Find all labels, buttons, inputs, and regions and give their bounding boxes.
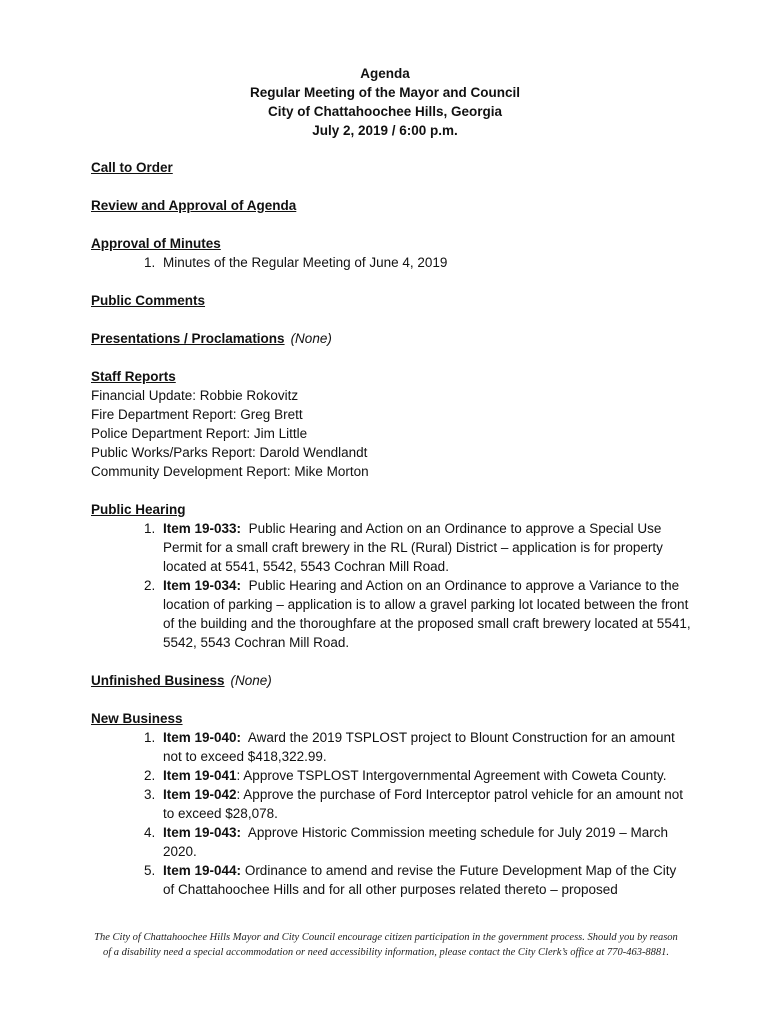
section-title-unfinished-business: Unfinished Business xyxy=(91,673,225,688)
item-id: Item 19-044: xyxy=(163,863,242,878)
list-item xyxy=(159,728,691,766)
item-id: Item 19-043: xyxy=(163,825,242,840)
section-title-public-hearing: Public Hearing xyxy=(91,502,186,517)
new-business-list xyxy=(91,728,691,899)
section-presentations xyxy=(91,329,691,348)
section-title-presentations: Presentations / Proclamations xyxy=(91,331,285,346)
item-text: : Approve the purchase of Ford Interceptor patrol vehicle for an amount not to exceed $28,078. xyxy=(163,787,684,821)
item-text: Approve Historic Commission meeting schedule for July 2019 – March 2020. xyxy=(163,825,668,859)
section-review-agenda xyxy=(91,196,691,215)
item-id: Item 19-033: xyxy=(163,521,242,536)
staff-report-line: Financial Update: Robbie Rokovitz xyxy=(91,388,299,403)
section-call-to-order xyxy=(91,158,691,177)
header-title: Agenda xyxy=(360,66,410,81)
item-text: Ordinance to amend and revise the Future Development Map of the City of Chattahoochee Hills and for all other purposes related thereto – proposed xyxy=(163,863,677,897)
item-id: Item 19-034: xyxy=(163,578,242,593)
staff-report-line: Fire Department Report: Greg Brett xyxy=(91,407,303,422)
list-item xyxy=(159,785,691,823)
section-staff-reports xyxy=(91,367,691,481)
section-title-staff-reports: Staff Reports xyxy=(91,369,176,384)
staff-report-line: Public Works/Parks Report: Darold Wendlandt xyxy=(91,445,368,460)
staff-report-line: Community Development Report: Mike Morton xyxy=(91,464,369,479)
minutes-list xyxy=(91,253,691,272)
list-item xyxy=(159,766,691,785)
section-title-new-business: New Business xyxy=(91,711,183,726)
section-note-unfinished-business: (None) xyxy=(230,673,272,688)
section-title-public-comments: Public Comments xyxy=(91,293,206,308)
section-title-call-to-order: Call to Order xyxy=(91,160,173,175)
header-city: City of Chattahoochee Hills, Georgia xyxy=(267,104,503,119)
agenda-header xyxy=(0,64,770,140)
section-unfinished-business xyxy=(91,671,691,690)
item-text: Public Hearing and Action on an Ordinance to approve a Variance to the location of parking – application is to allow a gravel parking lot located between the front of the building and the thoroughfare at the proposed small craft brewery located at 5541, 5542, 5543 Cochran Mill Road. xyxy=(163,578,691,650)
list-item xyxy=(159,823,691,861)
section-approval-minutes xyxy=(91,234,691,272)
section-public-comments xyxy=(91,291,691,310)
item-text: : Approve TSPLOST Intergovernmental Agreement with Coweta County. xyxy=(236,768,667,783)
item-id: Item 19-040: xyxy=(163,730,242,745)
item-id: Item 19-042 xyxy=(163,787,237,802)
public-hearing-list xyxy=(91,519,691,652)
section-public-hearing xyxy=(91,500,691,652)
agenda-body xyxy=(91,158,691,918)
list-item xyxy=(159,576,691,652)
section-new-business xyxy=(91,709,691,899)
item-id: Item 19-041 xyxy=(163,768,237,783)
header-date-time: July 2, 2019 / 6:00 p.m. xyxy=(312,123,458,138)
list-item: 1. Minutes of the Regular Meeting of June 4, 2019 xyxy=(159,253,691,272)
item-text: Award the 2019 TSPLOST project to Blount Construction for an amount not to exceed $418,322.99. xyxy=(163,730,675,764)
section-title-approval-minutes: Approval of Minutes xyxy=(91,236,221,251)
staff-report-line: Police Department Report: Jim Little xyxy=(91,426,308,441)
item-text: Public Hearing and Action on an Ordinance to approve a Special Use Permit for a small craft brewery in the RL (Rural) District – application is for property located at 5541, 5542, 5543 Cochran Mill Road. xyxy=(163,521,663,574)
list-item xyxy=(159,861,691,899)
list-item xyxy=(159,519,691,576)
header-meeting-name: Regular Meeting of the Mayor and Council xyxy=(249,85,521,100)
section-note-presentations: (None) xyxy=(290,331,332,346)
accessibility-footer: The City of Chattahoochee Hills Mayor and City Council encourage citizen participation in the government process. Should you by reason of a disability need a special accommodation or need accessibility information, please contact the City Clerk’s office at 770-463-8881. xyxy=(94,932,678,958)
section-title-review-agenda: Review and Approval of Agenda xyxy=(91,198,297,213)
